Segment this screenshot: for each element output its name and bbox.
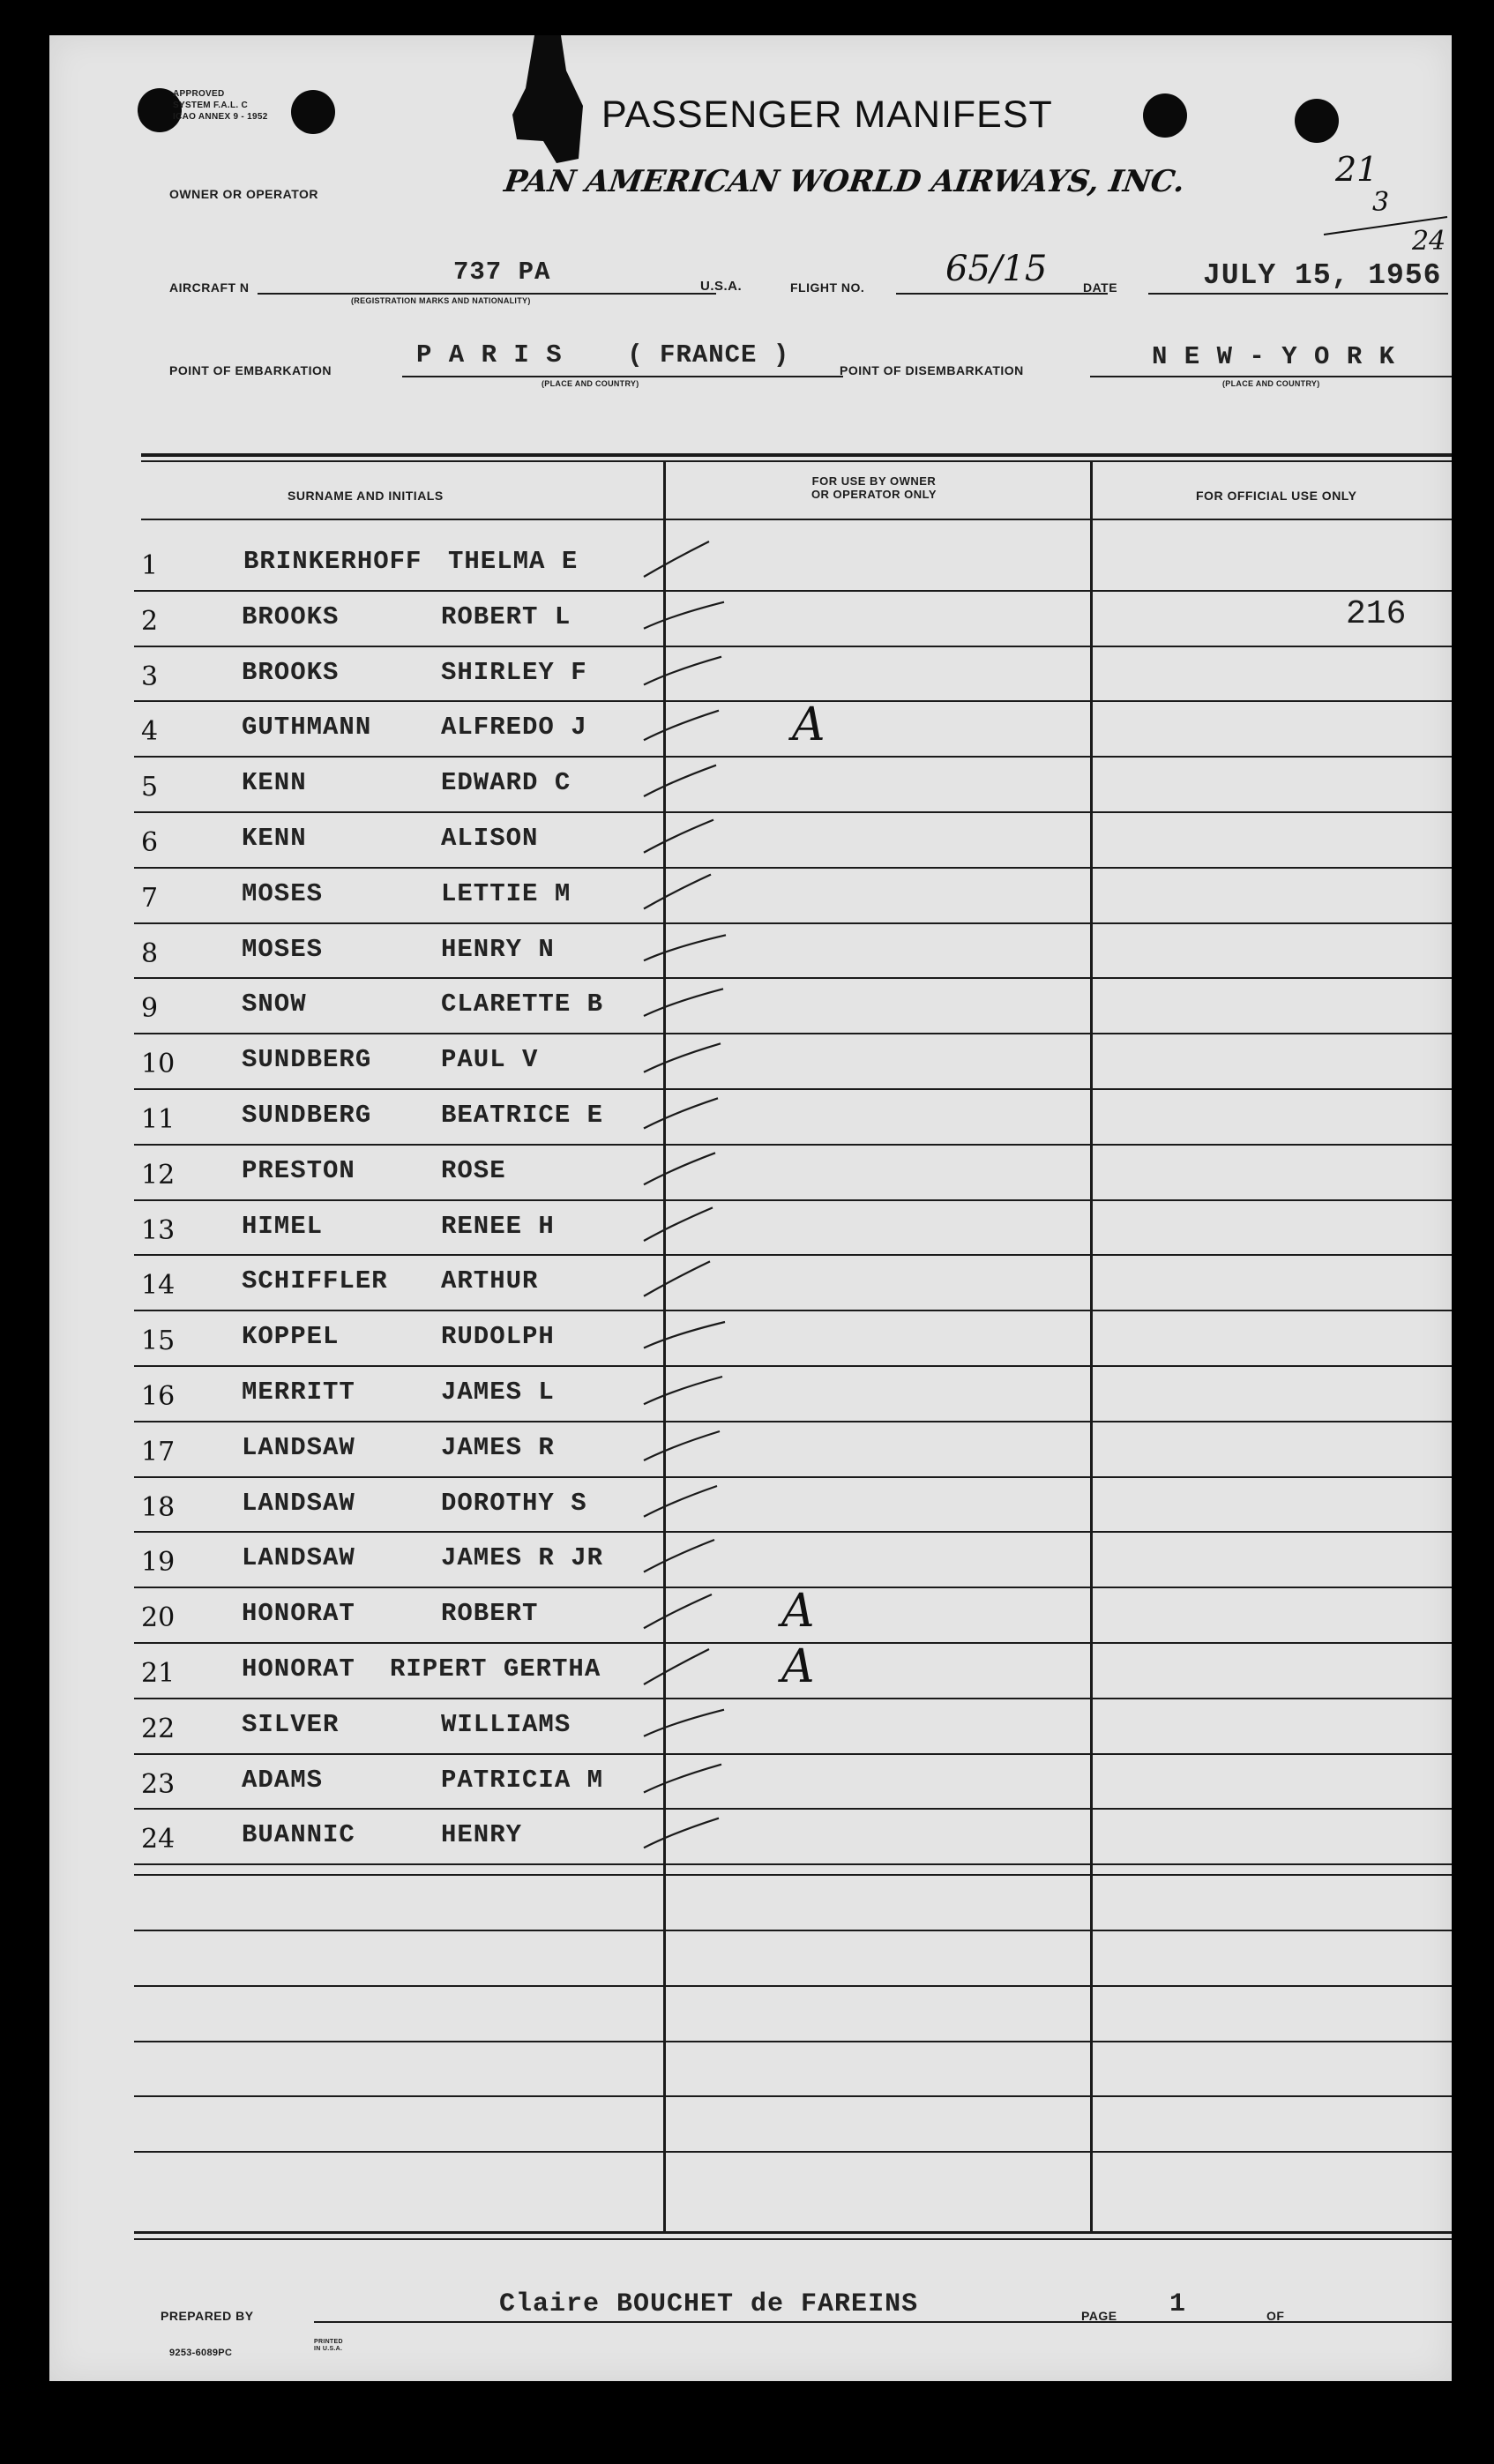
row-number: 5 (141, 772, 159, 803)
passenger-given-name: BEATRICE E (441, 1101, 604, 1130)
check-tick-icon (639, 1529, 744, 1582)
page-title: PASSENGER MANIFEST (601, 93, 1053, 136)
passenger-surname: LANDSAW (242, 1543, 355, 1573)
passenger-surname: SUNDBERG (242, 1045, 372, 1075)
empty-row-rule (134, 1874, 1452, 1876)
passenger-surname: HONORAT (242, 1654, 355, 1684)
check-tick-icon (639, 644, 744, 697)
table-row (49, 595, 1452, 651)
passenger-surname: SUNDBERG (242, 1101, 372, 1130)
check-tick-icon (639, 1419, 744, 1472)
passenger-surname: SCHIFFLER (242, 1266, 388, 1296)
passenger-given-name: WILLIAMS (441, 1709, 571, 1739)
row-number: 7 (141, 882, 159, 914)
passenger-given-name: EDWARD C (441, 768, 571, 798)
row-number: 21 (141, 1658, 176, 1689)
passenger-surname: LANDSAW (242, 1488, 355, 1518)
prepared-by-label: PREPARED BY (161, 2309, 254, 2323)
table-row (49, 1259, 1452, 1315)
passenger-given-name: HENRY (441, 1820, 523, 1850)
date-label: DATE (1083, 280, 1118, 295)
check-tick-icon (639, 865, 744, 918)
check-tick-icon (639, 1475, 744, 1527)
table-row (49, 1038, 1452, 1094)
passenger-surname: BROOKS (242, 657, 340, 687)
row-number: 12 (141, 1159, 176, 1191)
table-row (49, 982, 1452, 1038)
row-number: 11 (141, 1104, 176, 1135)
table-row (49, 872, 1452, 928)
passenger-surname: KOPPEL (242, 1322, 340, 1352)
check-tick-icon (639, 698, 744, 751)
passenger-surname: GUTHMANN (242, 713, 372, 743)
owner-value: PAN AMERICAN WORLD AIRWAYS, INC. (502, 164, 1187, 199)
row-rule (134, 1088, 1452, 1090)
row-number: 2 (141, 605, 159, 637)
disembarkation-value: N E W - Y O R K (1152, 342, 1396, 371)
table-row (49, 1205, 1452, 1260)
passenger-given-name: RENEE H (441, 1211, 555, 1241)
official-use-value: 216 (1346, 594, 1407, 633)
row-number: 19 (141, 1547, 176, 1579)
row-number: 16 (141, 1381, 176, 1412)
corner-note-3: 24 (1412, 226, 1446, 257)
row-rule (134, 1199, 1452, 1201)
approved-line-2: SYSTEM F.A.L. C (173, 101, 249, 110)
passenger-surname: LANDSAW (242, 1432, 355, 1462)
check-tick-icon (639, 1031, 744, 1084)
check-tick-icon (639, 1198, 744, 1251)
passenger-given-name: RUDOLPH (441, 1322, 555, 1352)
check-tick-icon (639, 1640, 744, 1693)
row-rule (134, 1476, 1452, 1478)
passenger-given-name: ARTHUR (441, 1266, 539, 1296)
passenger-surname: BROOKS (242, 601, 340, 631)
corner-strike-icon (1319, 213, 1452, 240)
row-rule (134, 756, 1452, 758)
empty-row-rule (134, 2151, 1452, 2153)
aircraft-value: 737 PA (453, 258, 551, 287)
manifest-sheet (49, 35, 1452, 2381)
passenger-given-name: ALISON (441, 824, 539, 853)
punch-hole-right-2 (1295, 99, 1339, 143)
row-rule (134, 867, 1452, 869)
table-row (49, 817, 1452, 872)
row-rule (134, 1698, 1452, 1699)
passenger-given-name: CLARETTE B (441, 989, 604, 1019)
check-tick-icon (639, 975, 744, 1028)
check-tick-icon (639, 1585, 744, 1638)
row-rule (134, 1365, 1452, 1367)
row-number: 24 (141, 1824, 176, 1855)
passenger-given-name: SHIRLEY F (441, 657, 587, 687)
row-number: 18 (141, 1491, 176, 1523)
column-header-official: FOR OFFICIAL USE ONLY (1196, 489, 1357, 503)
row-rule (134, 977, 1452, 979)
empty-row-rule (134, 2041, 1452, 2042)
torn-corner-mark (508, 35, 587, 168)
table-bottom-rule (134, 2231, 1452, 2234)
row-rule (134, 1808, 1452, 1810)
passenger-given-name: DOROTHY S (441, 1488, 587, 1518)
passenger-surname: HONORAT (242, 1599, 355, 1629)
row-number: 17 (141, 1436, 176, 1467)
registration-sublabel: (REGISTRATION MARKS AND NATIONALITY) (351, 296, 531, 305)
approved-line-1: APPROVED (173, 89, 225, 99)
check-tick-icon (639, 1806, 744, 1859)
check-tick-icon (639, 1086, 744, 1139)
empty-row-rule (134, 1930, 1452, 1931)
passenger-surname: PRESTON (242, 1155, 355, 1185)
flight-number-value: 65/15 (945, 249, 1048, 289)
passenger-given-name: THELMA E (448, 547, 579, 576)
check-tick-icon (639, 754, 744, 807)
table-row (49, 1536, 1452, 1592)
passenger-given-name: HENRY N (441, 934, 555, 964)
owner-col-line-2: OR OPERATOR ONLY (810, 488, 937, 501)
row-rule (134, 1863, 1452, 1865)
row-rule (134, 1310, 1452, 1311)
table-row (49, 1640, 1452, 1703)
row-number: 10 (141, 1049, 176, 1080)
passenger-given-name: PAUL V (441, 1045, 539, 1075)
row-rule (134, 590, 1452, 592)
check-tick-icon (639, 1308, 744, 1361)
table-row (49, 651, 1452, 706)
approved-line-3: ICAO ANNEX 9 - 1952 (173, 112, 268, 122)
embarkation-label: POINT OF EMBARKATION (169, 363, 332, 377)
row-number: 15 (141, 1325, 176, 1357)
row-rule (134, 1421, 1452, 1422)
page-label: PAGE (1081, 2309, 1117, 2323)
row-rule (134, 811, 1452, 813)
owner-use-mark: A (781, 1585, 815, 1639)
table-row (49, 1813, 1452, 1869)
table-row (49, 1426, 1452, 1482)
row-rule (134, 1144, 1452, 1146)
corner-note-2: 3 (1372, 187, 1390, 218)
passenger-given-name: JAMES L (441, 1378, 555, 1407)
passenger-given-name: ROSE (441, 1155, 506, 1185)
owner-label: OWNER OR OPERATOR (169, 187, 318, 201)
table-row (49, 1370, 1452, 1426)
table-row (49, 698, 1452, 761)
disembarkation-sublabel: (PLACE AND COUNTRY) (1222, 379, 1320, 388)
check-tick-icon (639, 1363, 744, 1416)
check-tick-icon (639, 1142, 744, 1195)
row-rule (134, 646, 1452, 647)
row-rule (134, 1033, 1452, 1034)
passenger-given-name: ALFREDO J (441, 713, 587, 743)
punch-hole-right-1 (1143, 93, 1187, 138)
passenger-surname: BUANNIC (242, 1820, 355, 1850)
disembarkation-label: POINT OF DISEMBARKATION (840, 363, 1024, 377)
table-row (49, 1094, 1452, 1149)
empty-row-rule (134, 1985, 1452, 1987)
passenger-given-name: JAMES R (441, 1432, 555, 1462)
row-number: 8 (141, 937, 159, 969)
row-number: 1 (141, 550, 159, 581)
passenger-surname: MERRITT (242, 1378, 355, 1407)
of-label: OF (1266, 2309, 1285, 2323)
passenger-surname: MOSES (242, 934, 324, 964)
page-value: 1 (1169, 2289, 1187, 2319)
row-number: 14 (141, 1270, 176, 1302)
row-rule (134, 1254, 1452, 1256)
row-number: 23 (141, 1768, 176, 1800)
owner-use-mark: A (781, 1640, 815, 1693)
passenger-given-name: JAMES R JR (441, 1543, 604, 1573)
check-tick-icon (639, 810, 744, 862)
passenger-given-name: PATRICIA M (441, 1765, 604, 1795)
printed-in-usa: PRINTED IN U.S.A. (314, 2339, 343, 2352)
row-number: 20 (141, 1602, 176, 1634)
column-header-owner (781, 474, 967, 501)
row-number: 9 (141, 993, 159, 1025)
passenger-given-name: RIPERT GERTHA (390, 1654, 601, 1684)
passenger-surname: MOSES (242, 878, 324, 908)
row-number: 3 (141, 661, 159, 692)
row-number: 4 (141, 716, 159, 748)
prepared-by-value: Claire BOUCHET de FAREINS (499, 2289, 919, 2319)
owner-use-mark: A (792, 698, 825, 752)
aircraft-label: AIRCRAFT N (169, 280, 250, 295)
passenger-surname: KENN (242, 768, 307, 798)
passenger-surname: KENN (242, 824, 307, 853)
corner-note-1: 21 (1335, 150, 1378, 189)
check-tick-icon (639, 1751, 744, 1804)
empty-row-rule (134, 2095, 1452, 2097)
row-number: 22 (141, 1713, 176, 1744)
table-row (49, 761, 1452, 817)
table-top-rule (141, 453, 1452, 457)
owner-col-line-1: FOR USE BY OWNER (811, 474, 937, 488)
form-number: 9253-6089PC (169, 2348, 233, 2358)
table-row (49, 1315, 1452, 1370)
table-row (49, 1482, 1452, 1537)
date-value: JULY 15, 1956 (1203, 259, 1442, 292)
approved-block (173, 88, 314, 123)
table-row (49, 1585, 1452, 1647)
check-tick-icon (639, 1696, 744, 1749)
passenger-given-name: ROBERT (441, 1599, 539, 1629)
passenger-surname: HIMEL (242, 1211, 324, 1241)
table-row (49, 1703, 1452, 1758)
check-tick-icon (639, 1252, 744, 1305)
embarkation-sublabel: (PLACE AND COUNTRY) (542, 379, 639, 388)
passenger-given-name: LETTIE M (441, 878, 571, 908)
row-rule (134, 1531, 1452, 1533)
handwritten-corner-note (1319, 150, 1452, 273)
check-tick-icon (639, 921, 744, 974)
passenger-given-name: ROBERT L (441, 601, 571, 631)
row-rule (134, 922, 1452, 924)
column-header-names: SURNAME AND INITIALS (288, 489, 444, 503)
row-number: 6 (141, 827, 159, 858)
table-row (49, 1149, 1452, 1205)
table-row (49, 1758, 1452, 1814)
passenger-surname: SILVER (242, 1709, 340, 1739)
check-tick-icon (639, 533, 744, 586)
passenger-surname: ADAMS (242, 1765, 324, 1795)
table-row (49, 928, 1452, 983)
row-number: 13 (141, 1214, 176, 1246)
usa-label: U.S.A. (700, 279, 743, 294)
flight-number-label: FLIGHT NO. (790, 280, 865, 295)
row-rule (134, 1753, 1452, 1755)
check-tick-icon (639, 588, 744, 641)
table-row (49, 540, 1452, 595)
passenger-surname: SNOW (242, 989, 307, 1019)
passenger-surname: BRINKERHOFF (243, 547, 422, 576)
embarkation-value: P A R I S ( FRANCE ) (416, 340, 790, 370)
